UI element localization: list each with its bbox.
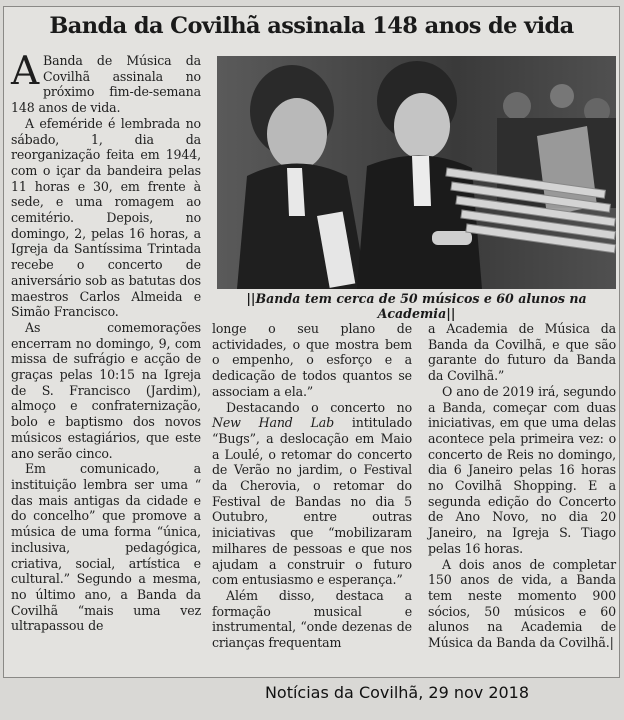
text-run: Destacando o concerto no bbox=[226, 399, 412, 415]
paragraph: A efeméride é lembrada no sábado, 1, dia da reorganização feita em 1944, com o içar da bandeira pelas 11 horas e 30, em frente à sede, e uma romagem ao cemitério. Depois, no domingo, 2, pelas 16 horas, a Igreja da Santíssima Trintada recebe o concerto de aniversário sob as batutas dos maestros Carlos Almeida e Simão Francisco. bbox=[11, 115, 201, 320]
paragraph: Além disso, destaca a formação musical e instrumental, “onde dezenas de crianças frequentam bbox=[212, 587, 412, 651]
paragraph-concerts bbox=[212, 400, 412, 588]
paragraph: a Academia de Música da Banda da Covilhã, e que são garante do futuro da Banda da Covilhã.” bbox=[428, 321, 616, 384]
event-name-italic: New Hand Lab bbox=[212, 415, 335, 431]
paragraph: A dois anos de completar 150 anos de vida, a Banda tem neste momento 900 sócios, 50 músicos e 60 alunos na Academia de Música da Banda da Covilhã.| bbox=[428, 556, 616, 651]
band-photo bbox=[217, 56, 616, 289]
paragraph: O ano de 2019 irá, segundo a Banda, começar com duas iniciativas, em que uma delas acontece pela primeira vez: o concerto de Reis no domingo, dia 6 Janeiro pelas 16 horas no Covilhã Shopping. E a segunda edição do Concerto de Ano Novo, no dia 20 Janeiro, na Igreja S. Tiago pelas 16 horas. bbox=[428, 383, 616, 556]
headline: Banda da Covilhã assinala 148 anos de vida bbox=[49, 13, 574, 39]
source-footer: Notícias da Covilhã, 29 nov 2018 bbox=[264, 683, 530, 702]
column-3 bbox=[428, 321, 616, 651]
paragraph: As comemorações encerram no domingo, 9, com missa de sufrágio e acção de graças pelas 10:15 na Igreja de S. Francisco (Jardim), almoço e confraternização, bolo e baptismo dos novos músicos estagiários, que este ano serão cinco. bbox=[11, 319, 201, 461]
text-run: intitulado “Bugs”, a deslocação em Maio a Loulé, o retomar do concerto de Verão no jardim, o Festival da Cherovia, o retomar do Festival de Bandas no dia 5 Outubro, entre outras iniciativas que “mobilizaram milhares de pessoas e que nos ajudam a construir o futuro com entusiasmo e esperança.” bbox=[212, 415, 412, 588]
column-1 bbox=[11, 49, 201, 634]
newspaper-clipping bbox=[3, 6, 620, 678]
band-photo-image bbox=[217, 56, 616, 289]
paragraph: longe o seu plano de actividades, o que mostra bem o empenho, o esforço e a dedicação de todos quantos se associam a ela.” bbox=[212, 321, 412, 399]
column-2 bbox=[212, 321, 412, 651]
drop-cap: A bbox=[11, 49, 40, 94]
paragraph: Em comunicado, a instituição lembra ser uma “ das mais antigas da cidade e do concelho” que promove a música de uma forma “única, inclusiva, pedagógica, criativa, social, artística e cultural.” Segundo a mesma, no último ano, a Banda da Covilhã “mais uma vez ultrapassou de bbox=[11, 461, 201, 634]
paragraph-intro bbox=[11, 49, 201, 116]
photo-caption: ||Banda tem cerca de 50 músicos e 60 alunos na Academia|| bbox=[246, 291, 587, 321]
intro-text: Banda de Música da Covilhã assinala no próximo fim-de-semana 148 anos de vida. bbox=[11, 53, 201, 116]
